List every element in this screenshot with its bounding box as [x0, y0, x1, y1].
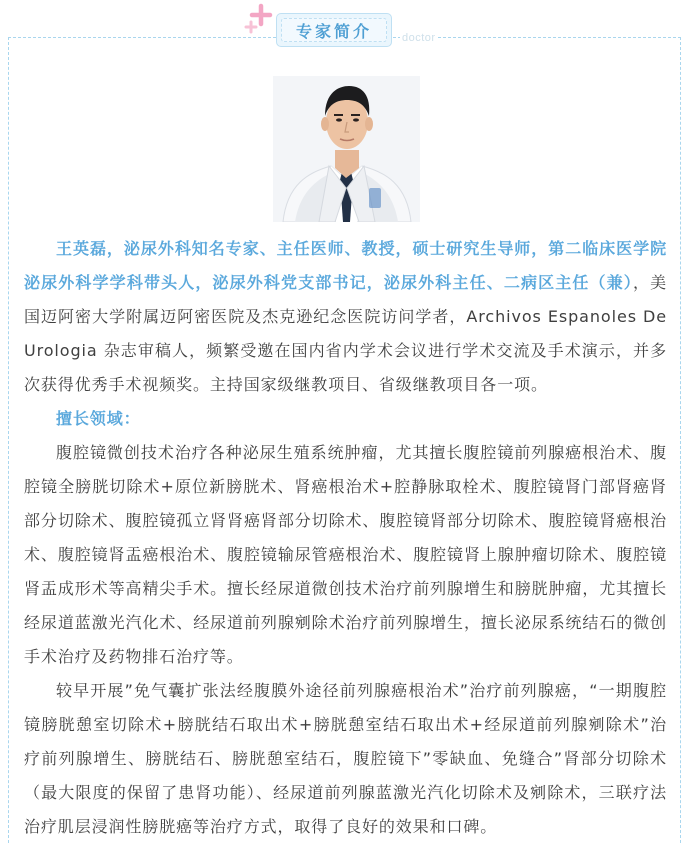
section-title-tag	[276, 13, 392, 47]
plus-decoration-icon	[244, 3, 278, 37]
doctor-bio-text	[24, 232, 667, 844]
intro-paragraph	[24, 232, 667, 402]
doctor-photo	[273, 76, 420, 222]
specialty-heading: 擅长领域：	[56, 409, 141, 428]
section-subtitle: doctor	[402, 32, 436, 44]
specialty-paragraph-2: 较早开展”免气囊扩张法经腹膜外途径前列腺癌根治术”治疗前列腺癌，“一期腹腔镜膀胱憩室切除术+膀胱结石取出术+膀胱憩室结石取出术+经尿道前列腺剜除术”治疗前列腺增生、膀胱结石、膀胱憩室结石，腹腔镜下”零缺血、免缝合”肾部分切除术（最大限度的保留了患肾功能）、经尿道前列腺蓝激光汽化切除术及剜除术，三联疗法治疗肌层浸润性膀胱癌等治疗方式，取得了良好的效果和口碑。	[24, 681, 667, 836]
specialty-paragraph-1: 腹腔镜微创技术治疗各种泌尿生殖系统肿瘤，尤其擅长腹腔镜前列腺癌根治术、腹腔镜全膀胱切除术+原位新膀胱术、肾癌根治术+腔静脉取栓术、腹腔镜肾门部肾癌肾部分切除术、腹腔镜孤立肾肾癌肾部分切除术、腹腔镜肾部分切除术、腹腔镜肾癌根治术、腹腔镜肾盂癌根治术、腹腔镜输尿管癌根治术、腹腔镜肾上腺肿瘤切除术、腹腔镜肾盂成形术等高精尖手术。擅长经尿道微创技术治疗前列腺增生和膀胱肿瘤，尤其擅长经尿道蓝激光汽化术、经尿道前列腺剜除术治疗前列腺增生，擅长泌尿系统结石的微创手术治疗及药物排石治疗等。	[24, 443, 667, 666]
section-title: 专家简介	[281, 18, 387, 42]
intro-highlight: 王英磊，泌尿外科知名专家、主任医师、教授，硕士研究生导师，第二临床医学院泌尿外科学学科带头人，泌尿外科党支部书记，泌尿外科主任、二病区主任（兼）	[24, 239, 667, 292]
intro-rest: ，美国迈阿密大学附属迈阿密医院及杰克逊纪念医院访问学者，Archivos Espanoles De Urologia 杂志审稿人，频繁受邀在国内省内学术会议进行学术交流及手术演示，并多次获得优秀手术视频奖。主持国家级继教项目、省级继教项目各一项。	[24, 273, 667, 394]
